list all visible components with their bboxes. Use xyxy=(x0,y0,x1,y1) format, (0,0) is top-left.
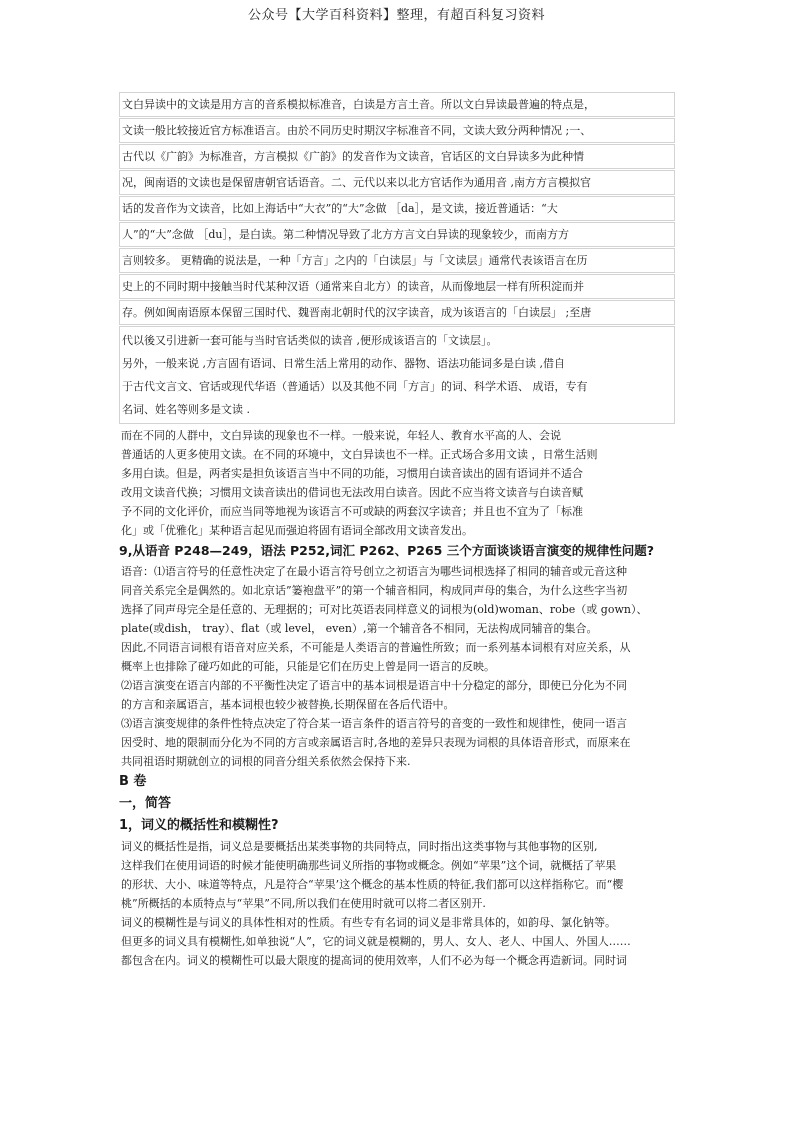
answer-line: 因受时、地的限制而分化为不同的方言或亲属语言时,各地的差异只表现为词根的具体语音形式，而原来在 xyxy=(121,736,631,749)
boxed-line: 史上的不同时期中接触当时代某种汉语（通常来自北方）的读音，从而像地层一样有所积淀而并 xyxy=(119,274,675,299)
paragraph-line: 予不同的文化评价，而应当同等地视为该语言不可或缺的两套汉字读音；并且也不宜为了「标准 xyxy=(121,505,583,518)
page-header: 公众号【大学百科资料】整理，有超百科复习资料 xyxy=(247,8,545,23)
answer-line: 选择了同声母完全是任意的、无理据的；可对比英语表同样意义的词根为(old)woman、robe（或 gown）、 xyxy=(121,603,648,616)
answer-line: 这样我们在使用词语的时候才能使明确那些词义所指的事物或概念。例如“苹果”这个词，就概括了苹果 xyxy=(121,859,617,872)
answer-line: 都包含在内。词义的模糊性可以最大限度的提高词的使用效率，人们不必为每一个概念再造新词。同时词 xyxy=(121,954,627,967)
answer-line: 词义的概括性是指，词义总是要概括出某类事物的共同特点，同时指出这类事物与其他事物的区别, xyxy=(121,840,598,853)
paragraph-line: 多用白读。但是，两者实是担负该语言当中不同的功能，习惯用白读音读出的固有语词并不适合 xyxy=(121,467,583,480)
boxed-line: 言则较多。 更精确的说法是，一种「方言」之内的「白读层」与「文读层」通常代表该语言在历 xyxy=(119,248,675,273)
document-body xyxy=(119,92,675,970)
answer-line: 的方言和亲属语言，基本词根也较少被替换,长期保留在各后代语中。 xyxy=(121,698,455,711)
answer-line: 的形状、大小、味道等特点，凡是符合“苹果’这个概念的基本性质的特征,我们都可以这样指称它。而“樱 xyxy=(121,878,624,891)
answer-line: 但更多的词义具有模糊性,如单独说“人”，它的词义就是模糊的，男人、女人、老人、中国人、外国人…… xyxy=(121,935,631,948)
answer-text xyxy=(119,562,675,771)
boxed-line: 文读一般比较接近官方标准语言。由於不同历史时期汉字标准音不同，文读大致分两种情况 ;一、 xyxy=(119,118,675,143)
boxed-line: 人”的“大”念做 ［du］，是白读。第二种情况导致了北方方言文白异读的现象较少，而南方方 xyxy=(119,222,675,247)
paragraph-line: 普通话的人更多使用文读。在不同的环境中，文白异读也不一样。正式场合多用文读 ，日常生活则 xyxy=(121,448,598,461)
answer-line: ⑵语言演变在语言内部的不平衡性决定了语言中的基本词根是语言中十分稳定的部分，即使已分化为不同 xyxy=(121,679,627,692)
question-heading: 9,从语音 P248—249，语法 P252,词汇 P262、P265 三个方面谈谈语言演变的规律性问题? xyxy=(119,543,654,558)
question-heading: 1，词义的概括性和模糊性? xyxy=(119,818,279,833)
boxed-line: 存。例如闽南语原本保留三国时代、魏晋南北朝时代的汉字读音，成为该语言的「白读层」 ;至唐 xyxy=(119,300,675,325)
answer-line: 词义的模糊性是与词义的具体性相对的性质。有些专有名词的词义是非常具体的，如韵母、氯化钠等。 xyxy=(121,916,616,929)
group-line: 名词、姓名等则多是文读 . xyxy=(122,403,250,416)
boxed-line: 话的发音作为文读音，比如上海话中“大衣”的“大”念做 ［da］，是文读，接近普通话：“大 xyxy=(119,196,675,221)
group-line: 另外，一般来说 ,方言固有语词、日常生活上常用的动作、器物、语法功能词多是白读 ,借自 xyxy=(122,357,565,370)
boxed-line: 况，闽南语的文读也是保留唐朝官话语音。二、元代以来以北方官话作为通用音 ,南方方言模拟官 xyxy=(119,170,675,195)
paragraph-line: 化」或「优雅化」某种语言起见而强迫将固有语词全部改用文读音发出。 xyxy=(121,524,473,537)
answer-line: plate(或dish， tray）、flat（或 level， even）,第一个辅音各不相同，无法构成同辅音的集合。 xyxy=(121,622,598,635)
boxed-group xyxy=(119,326,675,424)
answer-line: 语音：⑴语言符号的任意性决定了在最小语言符号创立之初语言为哪些词根选择了相同的辅音或元音这种 xyxy=(121,565,627,578)
section-title: B 卷 xyxy=(119,774,147,789)
answer-line: 桃”所概括的本质特点与“苹果”不同,所以我们在使用时就可以将二者区别开. xyxy=(121,897,486,910)
paragraph xyxy=(119,426,675,540)
boxed-line: 古代以《广韵》为标准音，方言模拟《广韵》的发音作为文读音，官话区的文白异读多为此种情 xyxy=(119,144,675,169)
answer-line: 因此,不同语言词根有语音对应关系，不可能是人类语言的普遍性所致；而一系列基本词根有对应关系，从 xyxy=(121,641,631,654)
answer-text xyxy=(119,837,675,970)
boxed-line: 文白异读中的文读是用方言的音系模拟标准音，白读是方言土音。所以文白异读最普遍的特点是， xyxy=(119,92,675,117)
answer-line: 概率上也排除了碰巧如此的可能，只能是它们在历史上曾是同一语言的反映。 xyxy=(121,660,495,673)
answer-line: ⑶语言演变规律的条件性特点决定了符合某一语言条件的语言符号的音变的一致性和规律性，使同一语言 xyxy=(121,717,627,730)
group-line: 于古代文言文、官话或现代华语（普通话）以及其他不同「方言」的词、科学术语、 成语，专有 xyxy=(122,380,588,393)
answer-line: 同音关系完全是偶然的。如北京话”篓袍盘平”的第一个辅音相同，构成同声母的集合，为什么这些字当初 xyxy=(121,584,628,597)
section-subtitle: 一，简答 xyxy=(119,796,172,811)
answer-line: 共同祖语时期就创立的词根的同音分组关系依然会保持下来. xyxy=(121,755,411,768)
group-line: 代以後又引进新一套可能与当时官话类似的读音 ,便形成该语言的「文读层」。 xyxy=(122,334,498,347)
paragraph-line: 而在不同的人群中，文白异读的现象也不一样。一般来说，年轻人、教育水平高的人、会说 xyxy=(121,429,561,442)
paragraph-line: 改用文读音代换；习惯用文读音读出的借词也无法改用白读音。因此不应当将文读音与白读音赋 xyxy=(121,486,583,499)
boxed-passage xyxy=(119,92,675,325)
